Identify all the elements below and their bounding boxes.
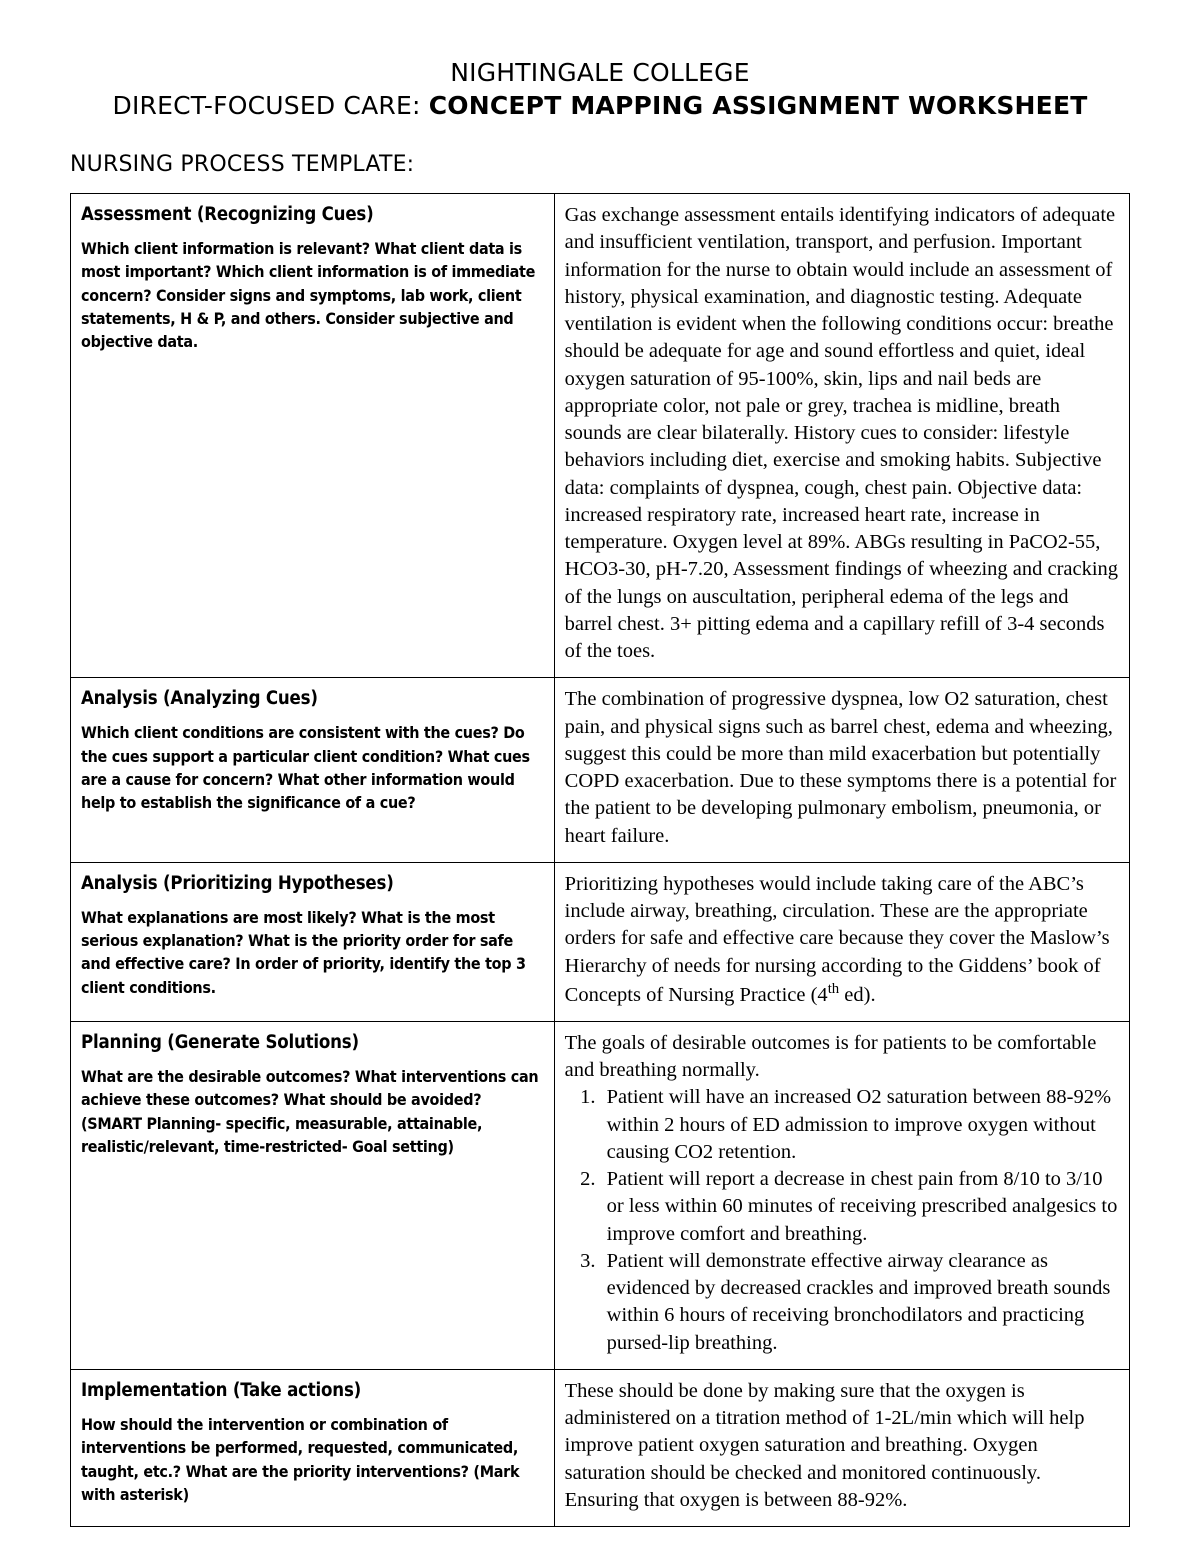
assessment-response-cell xyxy=(554,194,1129,678)
college-name: NIGHTINGALE COLLEGE xyxy=(450,58,750,87)
hypotheses-text-post: ed). xyxy=(839,983,876,1006)
implementation-prompt-cell xyxy=(71,1369,555,1526)
analysis-cues-title: Analysis (Analyzing Cues) xyxy=(81,688,318,710)
table-row xyxy=(71,1021,1130,1369)
assessment-title: Assessment (Recognizing Cues) xyxy=(81,204,374,225)
analysis-hypotheses-prompt-cell xyxy=(71,862,555,1021)
analysis-cues-response: The combination of progressive dyspnea, low O2 saturation, chest pain, and physical signs such as barrel chest, edema and wheezing, suggest this could be more than mild exacerbation but potentially COPD exacerbation. Due to these symptoms there is a potential for the patient to be developing pulmonary embolism, pneumonia, or heart failure. xyxy=(564,688,1117,847)
hypotheses-text-pre: Prioritizing hypotheses would include taking care of the ABC’s include airway, breathing, circulation. These are the appropriate orders for safe and effective care because they cover the Maslow’s Hierarchy of needs for nursing according to the Giddens’ book of Concepts of Nursing Practice (4 xyxy=(564,872,1110,1006)
assessment-response: Gas exchange assessment entails identifying indicators of adequate and insufficient ventilation, transport, and perfusion. Important information for the nurse to obtain would include an assessment of history, physical examination, and diagnostic testing. Adequate ventilation is evident when the following conditions occur: breathe should be adequate for age and sound effortless and quiet, ideal oxygen saturation of 95-100%, skin, lips and nail beds are appropriate color, not pale or grey, trachea is midline, breath sounds are clear bilaterally. History cues to consider: lifestyle behaviors including diet, exercise and smoking habits. Subjective data: complaints of dyspnea, cough, chest pain. Objective data: increased respiratory rate, increased heart rate, increase in temperature. Oxygen level at 89%. ABGs resulting in PaCO2-55, HCO3-30, pH-7.20, Assessment findings of wheezing and cracking of the lungs on auscultation, peripheral edema of the legs and barrel chest. 3+ pitting edema and a capillary refill of 3-4 seconds of the toes. xyxy=(564,204,1119,662)
table-row xyxy=(71,678,1130,863)
analysis-cues-prompt: Which client conditions are consistent with the cues? Do the cues support a particular client condition? What cues are a cause for concern? What other information would help to establish the significance of a cue? xyxy=(81,723,530,813)
document-title-prefix: DIRECT-FOCUSED CARE: xyxy=(112,91,429,120)
hypotheses-ordinal: th xyxy=(827,980,840,997)
planning-goal-list xyxy=(565,1084,1119,1357)
section-label: NURSING PROCESS TEMPLATE: xyxy=(70,152,415,177)
implementation-prompt: How should the intervention or combination of interventions be performed, requested, communicated, taught, etc.? What are the priority interventions? (Mark with asterisk) xyxy=(81,1414,520,1504)
analysis-hypotheses-response-cell xyxy=(554,862,1129,1021)
document-title-main: CONCEPT MAPPING ASSIGNMENT WORKSHEET xyxy=(428,91,1088,120)
table-row xyxy=(71,862,1130,1021)
planning-prompt-cell xyxy=(71,1021,555,1369)
assessment-prompt: Which client information is relevant? What client data is most important? Which client information is of immediate concern? Consider signs and symptoms, lab work, client statements, H & P, and others. Consider subjective and objective data. xyxy=(81,239,536,352)
table-row xyxy=(71,1369,1130,1526)
implementation-title: Implementation (Take actions) xyxy=(81,1379,362,1401)
analysis-cues-prompt-cell xyxy=(71,678,555,863)
planning-response-cell xyxy=(554,1021,1129,1369)
planning-response-intro: The goals of desirable outcomes is for patients to be comfortable and breathing normally. xyxy=(564,1031,1097,1082)
list-item: 1. Patient will have an increased O2 saturation between 88-92% within 2 hours of ED admission to improve oxygen without causing CO2 retention. xyxy=(601,1084,1119,1166)
planning-prompt: What are the desirable outcomes? What interventions can achieve these outcomes? What should be avoided? (SMART Planning- specific, measurable, attainable, realistic/relevant, time-restricted- Goal setting) xyxy=(81,1066,539,1156)
implementation-response: These should be done by making sure that the oxygen is administered on a titration method of 1-2L/min which will help improve patient oxygen saturation and breathing. Oxygen saturation should be checked and monitored continuously. Ensuring that oxygen is between 88-92%. xyxy=(564,1379,1085,1511)
implementation-response-cell xyxy=(554,1369,1129,1526)
analysis-cues-response-cell xyxy=(554,678,1129,863)
analysis-hypotheses-prompt: What explanations are most likely? What is the most serious explanation? What is the priority order for safe and effective care? In order of priority, identify the top 3 client conditions. xyxy=(81,907,526,997)
list-item: 3. Patient will demonstrate effective airway clearance as evidenced by decreased crackles and improved breath sounds within 6 hours of receiving bronchodilators and practicing pursed-lip breathing. xyxy=(601,1248,1119,1357)
table-row xyxy=(71,194,1130,678)
analysis-hypotheses-response xyxy=(565,871,1119,1009)
list-item: 2. Patient will report a decrease in chest pain from 8/10 to 3/10 or less within 60 minutes of receiving prescribed analgesics to improve comfort and breathing. xyxy=(601,1166,1119,1248)
planning-title: Planning (Generate Solutions) xyxy=(81,1031,359,1053)
document-title xyxy=(70,89,1130,122)
nursing-process-table xyxy=(70,193,1130,1527)
assessment-prompt-cell xyxy=(71,194,555,678)
analysis-hypotheses-title: Analysis (Prioritizing Hypotheses) xyxy=(81,872,394,894)
document-header xyxy=(70,56,1130,122)
